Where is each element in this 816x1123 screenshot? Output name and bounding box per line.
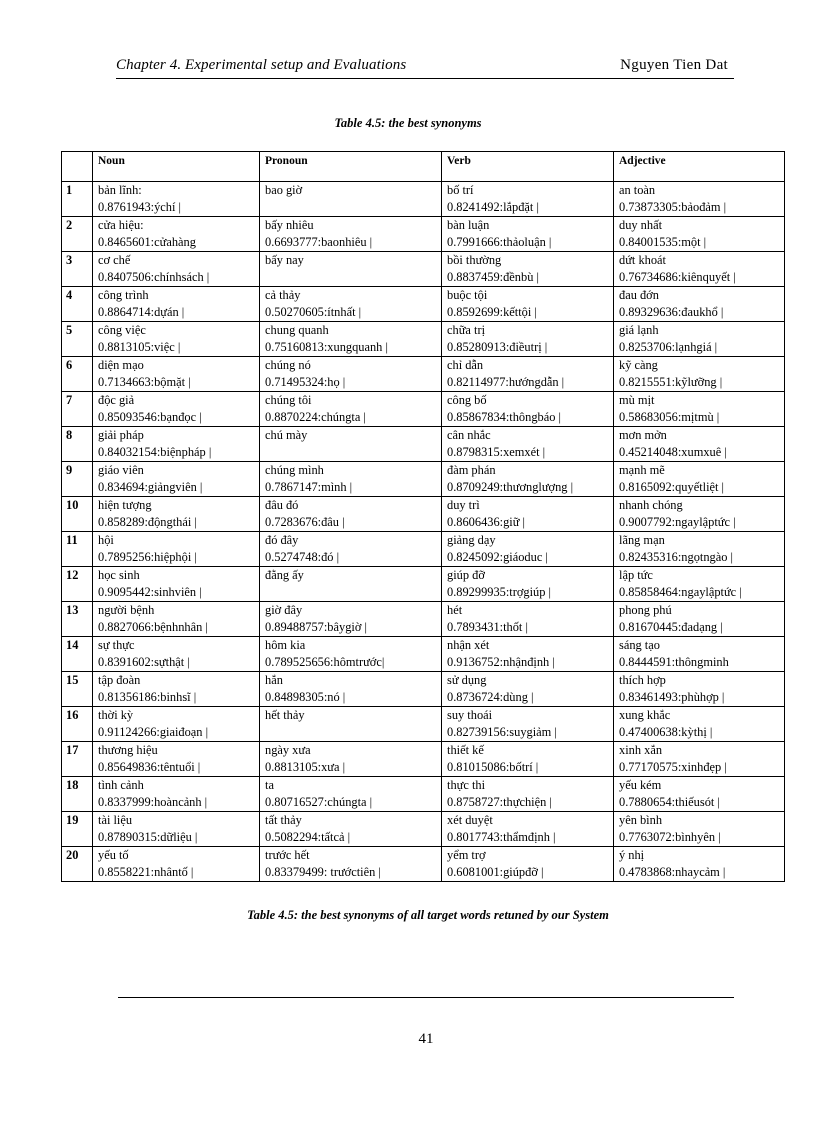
pronoun-cell	[260, 392, 442, 427]
table-row	[62, 182, 785, 217]
verb-cell	[442, 812, 614, 847]
synonym-score: 0.85280913:điềutrị |	[447, 340, 548, 354]
table-row	[62, 462, 785, 497]
table-row	[62, 707, 785, 742]
synonym-score: 0.7763072:bìnhyên |	[619, 830, 721, 844]
synonym-score: 0.8592699:kếttội |	[447, 305, 537, 319]
pronoun-cell	[260, 427, 442, 462]
pronoun-cell	[260, 777, 442, 812]
page-header	[116, 56, 734, 79]
pronoun-cell	[260, 287, 442, 322]
table-row	[62, 567, 785, 602]
table-row	[62, 217, 785, 252]
synonym-score: 0.73873305:bảođảm |	[619, 200, 727, 214]
synonym-score: 0.8813105:việc |	[98, 340, 181, 354]
target-word: sử dụng	[447, 673, 487, 687]
noun-cell	[93, 847, 260, 882]
target-word: lãng mạn	[619, 533, 665, 547]
target-word: yểm trợ	[447, 848, 486, 862]
noun-cell	[93, 392, 260, 427]
pronoun-cell	[260, 322, 442, 357]
noun-cell	[93, 672, 260, 707]
pronoun-cell	[260, 847, 442, 882]
synonym-score: 0.8798315:xemxét |	[447, 445, 546, 459]
synonym-score: 0.6693777:baonhiêu |	[265, 235, 373, 249]
synonym-score: 0.8870224:chúngta |	[265, 410, 366, 424]
synonym-score: 0.89488757:bâygiờ |	[265, 620, 367, 634]
synonym-score: 0.7880654:thiếusót |	[619, 795, 720, 809]
target-word: cơ chế	[98, 253, 131, 267]
noun-cell	[93, 357, 260, 392]
pronoun-cell	[260, 357, 442, 392]
pronoun-cell	[260, 497, 442, 532]
row-number: 18	[62, 777, 93, 812]
pronoun-cell	[260, 567, 442, 602]
adjective-cell	[614, 567, 785, 602]
target-word: thích hợp	[619, 673, 666, 687]
table-row	[62, 252, 785, 287]
target-word: mơn mởn	[619, 428, 667, 442]
synonym-score: 0.5274748:đó |	[265, 550, 340, 564]
target-word: giáo viên	[98, 463, 144, 477]
pronoun-cell	[260, 672, 442, 707]
synonym-score: 0.7893431:thốt |	[447, 620, 528, 634]
target-word: chỉ dẫn	[447, 358, 484, 372]
target-word: hét	[447, 603, 463, 617]
synonym-score: 0.858289:độngthái |	[98, 515, 197, 529]
target-word: chung quanh	[265, 323, 329, 337]
synonym-score: 0.75160813:xungquanh |	[265, 340, 388, 354]
target-word: sự thực	[98, 638, 135, 652]
row-number: 7	[62, 392, 93, 427]
target-word: buộc tội	[447, 288, 488, 302]
synonym-score: 0.84032154:biệnpháp |	[98, 445, 212, 459]
verb-cell	[442, 427, 614, 462]
table-footer-caption: Table 4.5: the best synonyms of all target words retuned by our System	[247, 908, 609, 922]
pronoun-cell	[260, 217, 442, 252]
target-word: xung khắc	[619, 708, 671, 722]
target-word: bố trí	[447, 183, 474, 197]
table-row	[62, 287, 785, 322]
target-word: cân nhắc	[447, 428, 491, 442]
noun-cell	[93, 707, 260, 742]
target-word: công việc	[98, 323, 146, 337]
synonym-score: 0.5082294:tấtcả |	[265, 830, 351, 844]
target-word: giúp đỡ	[447, 568, 485, 582]
target-word: nhận xét	[447, 638, 490, 652]
author-name: Nguyen Tien Dat	[620, 57, 728, 73]
synonym-score: 0.7895256:hiệphội |	[98, 550, 197, 564]
synonym-score	[265, 584, 441, 601]
target-word: hết thảy	[265, 708, 305, 722]
target-word: mạnh mẽ	[619, 463, 665, 477]
target-word: an toàn	[619, 183, 656, 197]
synonym-score: 0.85867834:thôngbáo |	[447, 410, 561, 424]
noun-cell	[93, 567, 260, 602]
synonym-score: 0.8837459:đềnbù |	[447, 270, 539, 284]
target-word: đó đây	[265, 533, 299, 547]
row-number: 1	[62, 182, 93, 217]
target-word: tập đoàn	[98, 673, 141, 687]
synonym-score: 0.8241492:lắpđặt |	[447, 200, 539, 214]
target-word: chúng tôi	[265, 393, 312, 407]
adjective-cell	[614, 392, 785, 427]
table-row	[62, 602, 785, 637]
table-row	[62, 742, 785, 777]
synonym-score: 0.85649836:têntuổi |	[98, 760, 201, 774]
target-word: thương hiệu	[98, 743, 158, 757]
noun-cell	[93, 497, 260, 532]
target-word: nhanh chóng	[619, 498, 683, 512]
synonym-score: 0.8017743:thẩmđịnh |	[447, 830, 556, 844]
row-number: 13	[62, 602, 93, 637]
synonym-score: 0.85858464:ngaylậptức |	[619, 585, 742, 599]
adjective-cell	[614, 672, 785, 707]
adjective-cell	[614, 637, 785, 672]
pronoun-cell	[260, 707, 442, 742]
synonym-score: 0.8444591:thôngminh	[619, 655, 729, 669]
page-number: 41	[418, 1031, 434, 1047]
target-word: thiết kế	[447, 743, 484, 757]
synonym-score: 0.4783868:nhaycảm |	[619, 865, 726, 879]
synonym-score: 0.82435316:ngọtngào |	[619, 550, 733, 564]
target-word: sáng tạo	[619, 638, 660, 652]
synonym-score: 0.87890315:dữliệu |	[98, 830, 198, 844]
target-word: hắn	[265, 673, 283, 687]
synonym-score: 0.84001535:một |	[619, 235, 707, 249]
table-row	[62, 812, 785, 847]
noun-cell	[93, 322, 260, 357]
target-word: đàm phán	[447, 463, 496, 477]
target-word: người bệnh	[98, 603, 155, 617]
synonym-score: 0.9136752:nhậnđịnh |	[447, 655, 555, 669]
target-word: độc giả	[98, 393, 135, 407]
target-word: bàn luận	[447, 218, 490, 232]
row-number: 5	[62, 322, 93, 357]
target-word: đằng ấy	[265, 568, 304, 582]
target-word: xinh xắn	[619, 743, 663, 757]
synonym-score: 0.82114977:hướngdẫn |	[447, 375, 565, 389]
synonym-score: 0.8253706:lạnhgiá |	[619, 340, 718, 354]
adjective-cell	[614, 427, 785, 462]
table-caption: Table 4.5: the best synonyms	[334, 116, 482, 130]
verb-cell	[442, 462, 614, 497]
synonym-score: 0.7867147:mình |	[265, 480, 353, 494]
column-header-noun: Noun	[93, 152, 260, 182]
adjective-cell	[614, 812, 785, 847]
synonym-score: 0.50270605:ítnhất |	[265, 305, 362, 319]
noun-cell	[93, 777, 260, 812]
row-number: 8	[62, 427, 93, 462]
target-word: chữa trị	[447, 323, 486, 337]
target-word: ta	[265, 778, 274, 792]
synonym-score: 0.81670445:đadạng |	[619, 620, 723, 634]
verb-cell	[442, 322, 614, 357]
target-word: công bố	[447, 393, 487, 407]
synonym-score: 0.8758727:thựchiện |	[447, 795, 552, 809]
target-word: tài liệu	[98, 813, 133, 827]
verb-cell	[442, 287, 614, 322]
footer-divider	[118, 997, 734, 998]
row-number: 2	[62, 217, 93, 252]
noun-cell	[93, 462, 260, 497]
synonym-score: 0.8215551:kỹlưỡng |	[619, 375, 723, 389]
synonym-score	[265, 444, 441, 461]
synonym-score: 0.47400638:kỳthị |	[619, 725, 713, 739]
target-word: hiện tượng	[98, 498, 152, 512]
table-body	[62, 182, 785, 882]
chapter-title: Chapter 4. Experimental setup and Evaluations	[116, 57, 407, 73]
verb-cell	[442, 637, 614, 672]
table-row	[62, 392, 785, 427]
table-row	[62, 672, 785, 707]
synonym-score: 0.81015086:bốtrí |	[447, 760, 539, 774]
verb-cell	[442, 497, 614, 532]
synonym-score: 0.8827066:bệnhnhân |	[98, 620, 208, 634]
target-word: đau đớn	[619, 288, 659, 302]
target-word: bấy nay	[265, 253, 304, 267]
pronoun-cell	[260, 812, 442, 847]
table-row	[62, 777, 785, 812]
synonym-score: 0.82739156:suygiảm |	[447, 725, 557, 739]
target-word: giá lạnh	[619, 323, 659, 337]
target-word: yếu tố	[98, 848, 129, 862]
synonym-score: 0.83461493:phùhợp |	[619, 690, 725, 704]
adjective-cell	[614, 217, 785, 252]
target-word: công trình	[98, 288, 149, 302]
synonym-score: 0.45214048:xumxuê |	[619, 445, 727, 459]
target-word: đâu đó	[265, 498, 299, 512]
adjective-cell	[614, 322, 785, 357]
target-word: tất thảy	[265, 813, 302, 827]
adjective-cell	[614, 462, 785, 497]
noun-cell	[93, 532, 260, 567]
synonym-score: 0.8761943:ýchí |	[98, 200, 182, 214]
pronoun-cell	[260, 182, 442, 217]
noun-cell	[93, 252, 260, 287]
synonym-score: 0.89329636:đaukhổ |	[619, 305, 724, 319]
row-number: 19	[62, 812, 93, 847]
target-word: phong phú	[619, 603, 672, 617]
verb-cell	[442, 252, 614, 287]
adjective-cell	[614, 252, 785, 287]
synonym-score: 0.83379499: trướctiên |	[265, 865, 381, 879]
target-word: mù mịt	[619, 393, 655, 407]
synonym-score: 0.8736724:dùng |	[447, 690, 534, 704]
row-number: 6	[62, 357, 93, 392]
column-header-pronoun: Pronoun	[260, 152, 442, 182]
pronoun-cell	[260, 462, 442, 497]
noun-cell	[93, 427, 260, 462]
target-word: diện mạo	[98, 358, 144, 372]
verb-cell	[442, 182, 614, 217]
target-word: duy trì	[447, 498, 480, 512]
pronoun-cell	[260, 637, 442, 672]
synonym-score: 0.81356186:binhsĩ |	[98, 690, 197, 704]
synonym-score: 0.6081001:giúpđỡ |	[447, 865, 544, 879]
synonym-score: 0.77170575:xinhđẹp |	[619, 760, 727, 774]
target-word: tình cảnh	[98, 778, 144, 792]
noun-cell	[93, 217, 260, 252]
noun-cell	[93, 637, 260, 672]
target-word: hôm kia	[265, 638, 306, 652]
synonym-score: 0.8465601:cửahàng	[98, 235, 196, 249]
row-number: 16	[62, 707, 93, 742]
table-row	[62, 847, 785, 882]
target-word: yếu kém	[619, 778, 662, 792]
synonym-score	[265, 269, 441, 286]
target-word: cả thảy	[265, 288, 301, 302]
table-row	[62, 497, 785, 532]
synonym-score: 0.8558221:nhântố |	[98, 865, 194, 879]
synonym-score: 0.8407506:chínhsách |	[98, 270, 210, 284]
synonym-score: 0.8606436:giữ |	[447, 515, 526, 529]
adjective-cell	[614, 182, 785, 217]
synonym-score: 0.8864714:dựán |	[98, 305, 185, 319]
synonyms-table	[61, 151, 785, 882]
target-word: lập tức	[619, 568, 653, 582]
synonym-score: 0.9007792:ngaylậptức |	[619, 515, 736, 529]
target-word: giảng dạy	[447, 533, 496, 547]
target-word: ý nhị	[619, 848, 645, 862]
row-number: 4	[62, 287, 93, 322]
pronoun-cell	[260, 602, 442, 637]
synonym-score: 0.8391602:sựthật |	[98, 655, 190, 669]
synonym-score: 0.9095442:sinhviên |	[98, 585, 202, 599]
row-number: 3	[62, 252, 93, 287]
target-word: chú mày	[265, 428, 308, 442]
target-word: thực thi	[447, 778, 486, 792]
target-word: học sinh	[98, 568, 140, 582]
table-header-row	[62, 152, 785, 182]
noun-cell	[93, 602, 260, 637]
target-word: chúng nó	[265, 358, 311, 372]
noun-cell	[93, 742, 260, 777]
verb-cell	[442, 392, 614, 427]
synonym-score: 0.85093546:bạnđọc |	[98, 410, 202, 424]
verb-cell	[442, 847, 614, 882]
synonym-score: 0.7283676:đâu |	[265, 515, 345, 529]
synonym-score: 0.76734686:kiênquyết |	[619, 270, 736, 284]
target-word: bấy nhiêu	[265, 218, 314, 232]
synonym-score: 0.71495324:họ |	[265, 375, 346, 389]
target-word: dứt khoát	[619, 253, 666, 267]
table-row	[62, 532, 785, 567]
synonym-score: 0.8337999:hoàncảnh |	[98, 795, 208, 809]
target-word: bao giờ	[265, 183, 303, 197]
target-word: yên bình	[619, 813, 663, 827]
adjective-cell	[614, 742, 785, 777]
synonym-score: 0.834694:giảngviên |	[98, 480, 203, 494]
target-word: giải pháp	[98, 428, 144, 442]
row-number: 9	[62, 462, 93, 497]
verb-cell	[442, 567, 614, 602]
verb-cell	[442, 777, 614, 812]
pronoun-cell	[260, 532, 442, 567]
pronoun-cell	[260, 742, 442, 777]
target-word: thời kỳ	[98, 708, 134, 722]
row-number: 12	[62, 567, 93, 602]
verb-cell	[442, 357, 614, 392]
pronoun-cell	[260, 252, 442, 287]
adjective-cell	[614, 777, 785, 812]
row-number: 10	[62, 497, 93, 532]
synonym-score: 0.7134663:bộmặt |	[98, 375, 191, 389]
row-number: 14	[62, 637, 93, 672]
row-number: 20	[62, 847, 93, 882]
target-word: cửa hiệu:	[98, 218, 144, 232]
noun-cell	[93, 182, 260, 217]
target-word: kỹ càng	[619, 358, 658, 372]
synonym-score: 0.91124266:giaiđoạn |	[98, 725, 209, 739]
column-header-adjective: Adjective	[614, 152, 785, 182]
synonym-score: 0.58683056:mịtmù |	[619, 410, 720, 424]
synonym-score: 0.8813105:xưa |	[265, 760, 346, 774]
column-header-verb: Verb	[442, 152, 614, 182]
row-number: 15	[62, 672, 93, 707]
synonym-score: 0.7991666:thảoluận |	[447, 235, 552, 249]
adjective-cell	[614, 602, 785, 637]
table-row	[62, 637, 785, 672]
table-row	[62, 357, 785, 392]
adjective-cell	[614, 357, 785, 392]
target-word: bản lĩnh:	[98, 183, 142, 197]
target-word: duy nhất	[619, 218, 663, 232]
synonym-score: 0.89299935:trợgiúp |	[447, 585, 552, 599]
table-row	[62, 427, 785, 462]
synonym-score	[265, 724, 441, 741]
synonym-score: 0.8165092:quyếtliệt |	[619, 480, 725, 494]
synonym-score: 0.8709249:thươnglượng |	[447, 480, 574, 494]
verb-cell	[442, 217, 614, 252]
verb-cell	[442, 602, 614, 637]
target-word: trước hết	[265, 848, 310, 862]
noun-cell	[93, 287, 260, 322]
verb-cell	[442, 742, 614, 777]
column-header-index	[62, 152, 93, 182]
target-word: chúng mình	[265, 463, 324, 477]
target-word: hội	[98, 533, 114, 547]
target-word: suy thoái	[447, 708, 493, 722]
synonym-score: 0.80716527:chúngta |	[265, 795, 373, 809]
row-number: 17	[62, 742, 93, 777]
target-word: ngày xưa	[265, 743, 311, 757]
adjective-cell	[614, 532, 785, 567]
target-word: bồi thường	[447, 253, 502, 267]
target-word: xét duyệt	[447, 813, 493, 827]
target-word: giờ đây	[265, 603, 303, 617]
synonym-score: 0.8245092:giáoduc |	[447, 550, 548, 564]
adjective-cell	[614, 707, 785, 742]
adjective-cell	[614, 497, 785, 532]
verb-cell	[442, 707, 614, 742]
row-number: 11	[62, 532, 93, 567]
synonym-score: 0.84898305:nó |	[265, 690, 346, 704]
verb-cell	[442, 532, 614, 567]
adjective-cell	[614, 847, 785, 882]
table-row	[62, 322, 785, 357]
adjective-cell	[614, 287, 785, 322]
noun-cell	[93, 812, 260, 847]
verb-cell	[442, 672, 614, 707]
synonym-score	[265, 199, 441, 216]
synonym-score: 0.789525656:hômtrước|	[265, 655, 385, 669]
